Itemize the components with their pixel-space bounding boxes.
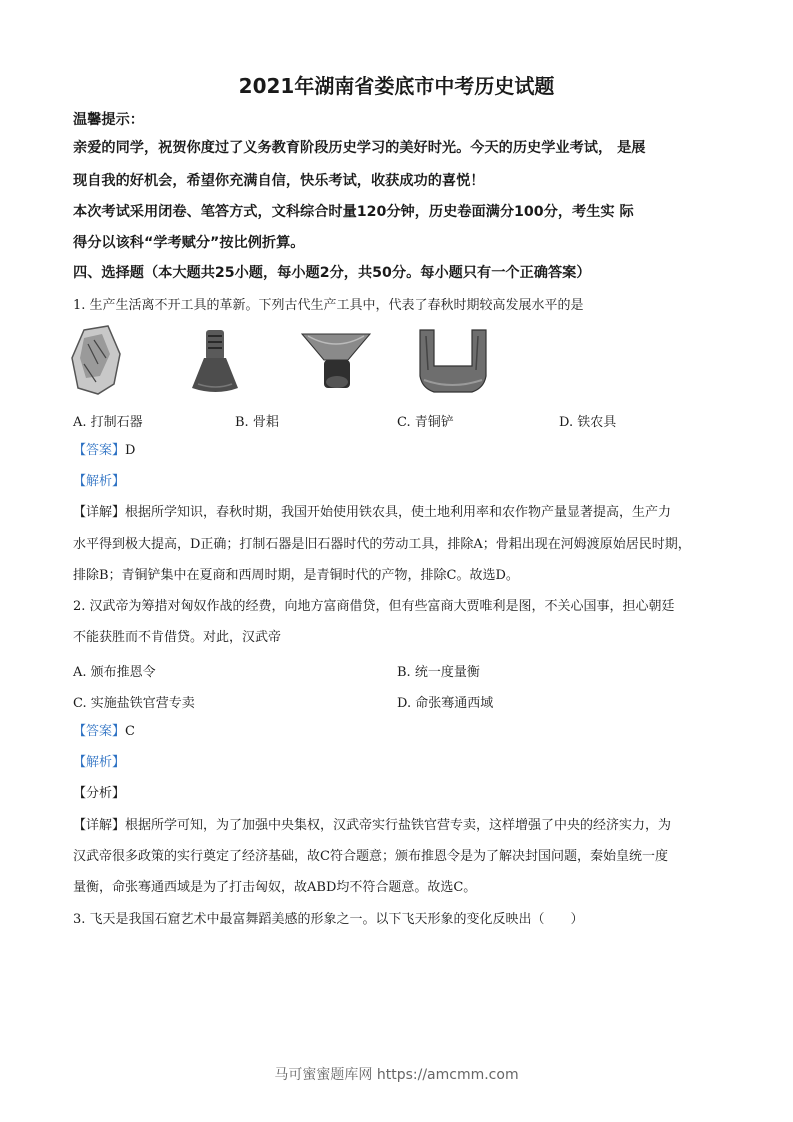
question-1-option-d: D. 铁农具 xyxy=(559,415,617,430)
bone-spade-image xyxy=(186,326,246,396)
question-2-detail-line-3: 量衡，命张骞通西域是为了打击匈奴，故ABD均不符合题意。故选C。 xyxy=(73,880,477,895)
intro-paragraph-2-line-1: 本次考试采用闭卷、笔答方式，文科综合时量120分钟，历史卷面满分100分，考生实 际 xyxy=(73,204,634,220)
stone-tool-image xyxy=(70,324,122,396)
page-title: 2021年湖南省娄底市中考历史试题 xyxy=(238,74,555,98)
question-2-option-a: A. 颁布推恩令 xyxy=(73,665,156,680)
question-1-detail-line-1: 【详解】根据所学知识，春秋时期，我国开始使用铁农具，使土地利用率和农作物产量显著提高，生产力 xyxy=(73,505,672,520)
question-1-analysis-tag: 【解析】 xyxy=(73,474,126,489)
question-1-option-c: C. 青铜铲 xyxy=(397,415,454,430)
question-2-answer xyxy=(73,724,723,740)
intro-paragraph-1-line-1: 亲爱的同学，祝贺你度过了义务教育阶段历史学习的美好时光。今天的历史学业考试， 是展 xyxy=(73,140,646,156)
question-2-stem-line-2: 不能获胜而不肯借贷。对此，汉武帝 xyxy=(73,630,282,645)
question-2-analysis-tag: 【解析】 xyxy=(73,755,126,770)
question-2-fenxi-tag: 【分析】 xyxy=(73,786,126,801)
iron-tool-image xyxy=(412,326,494,396)
question-1-detail-line-3: 排除B；青铜铲集中在夏商和西周时期，是青铜时代的产物，排除C。故选D。 xyxy=(73,568,519,583)
question-1-option-b: B. 骨耜 xyxy=(235,415,279,430)
question-2-option-d: D. 命张骞通西域 xyxy=(397,696,494,711)
answer-tag: 【答案】 xyxy=(73,724,126,739)
intro-heading: 温馨提示： xyxy=(73,112,144,128)
question-1-detail-line-2: 水平得到极大提高，D正确；打制石器是旧石器时代的劳动工具，排除A；骨耜出现在河姆渡原始居民时期， xyxy=(73,537,691,552)
bronze-spade-image xyxy=(300,330,372,392)
answer-tag: 【答案】 xyxy=(73,443,126,458)
question-1-stem: 1. 生产生活离不开工具的革新。下列古代生产工具中，代表了春秋时期较高发展水平的是 xyxy=(73,298,584,313)
answer-value: D xyxy=(125,443,136,458)
intro-paragraph-2-line-2: 得分以该科“学考赋分”按比例折算。 xyxy=(73,235,305,251)
question-2-detail-line-1: 【详解】根据所学可知，为了加强中央集权，汉武帝实行盐铁官营专卖，这样增强了中央的经济实力，为 xyxy=(73,818,672,833)
section-heading: 四、选择题（本大题共25小题，每小题2分，共50分。每小题只有一个正确答案） xyxy=(73,265,591,281)
question-2-option-b: B. 统一度量衡 xyxy=(397,665,480,680)
question-2-stem-line-1: 2. 汉武帝为筹措对匈奴作战的经费，向地方富商借贷，但有些富商大贾唯利是图，不关心国事，担心朝廷 xyxy=(73,599,675,614)
question-2-detail-line-2: 汉武帝很多政策的实行奠定了经济基础，故C符合题意；颁布推恩令是为了解决封国问题，秦始皇统一度 xyxy=(73,849,668,864)
question-3-stem: 3. 飞天是我国石窟艺术中最富舞蹈美感的形象之一。以下飞天形象的变化反映出（ ） xyxy=(73,912,584,927)
intro-paragraph-1-line-2: 现自我的好机会，希望你充满自信，快乐考试，收获成功的喜悦！ xyxy=(73,173,485,189)
page-footer: 马可蜜蜜题库网 https://amcmm.com xyxy=(274,1067,519,1083)
question-2-option-c: C. 实施盐铁官营专卖 xyxy=(73,696,195,711)
question-1-answer xyxy=(73,443,723,459)
question-1-option-a: A. 打制石器 xyxy=(73,415,143,430)
answer-value: C xyxy=(125,724,135,739)
